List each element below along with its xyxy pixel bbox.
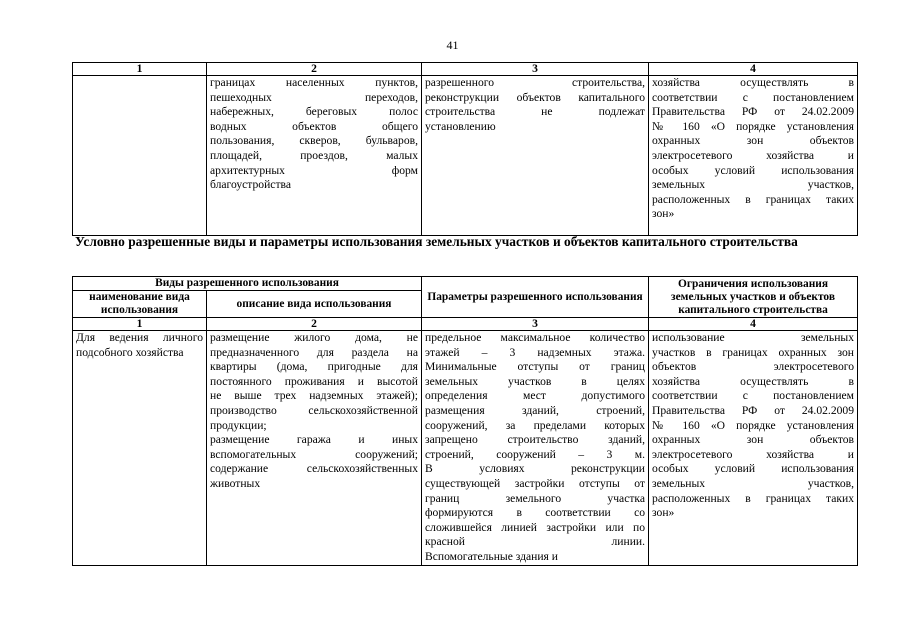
text-line: В условиях реконструкции: [425, 462, 646, 476]
table-cell-description: [207, 76, 422, 236]
header-use-types: Виды разрешенного использования: [73, 277, 422, 291]
text-line: размещение гаража и иных: [210, 433, 419, 447]
text-line: Вспомогательные здания и: [425, 549, 558, 563]
text-line: границ земельного участка: [425, 491, 646, 505]
text-line: формируются в соответствии со: [425, 506, 646, 520]
table-cell-restrictions: [649, 76, 858, 236]
section-title: Условно разрешенные виды и параметры использования земельных участков и объектов капитального строительства: [75, 234, 798, 249]
text-line: № 160 «О порядке установления: [652, 119, 854, 133]
text-line: строений, сооружений – 3 м.: [425, 447, 646, 461]
text-line: красной линии.: [425, 535, 646, 549]
text-line: определения мест допустимого: [425, 389, 646, 403]
table-row: [73, 76, 858, 236]
text-line: подсобного хозяйства: [76, 345, 184, 359]
column-number: 1: [73, 63, 207, 76]
text-line: сложившейся линией застройки или по: [425, 520, 646, 534]
text-line: реконструкции объектов капитального: [425, 90, 645, 104]
text-line: Правительства РФ от 24.02.2009: [652, 105, 854, 119]
text-line: пешеходных переходов,: [210, 90, 418, 104]
text-line: использование земельных: [652, 331, 855, 344]
text-line: размещение жилого дома, не: [210, 331, 419, 344]
text-line: предназначенного для раздела на: [210, 345, 419, 359]
column-number-row: [73, 318, 858, 331]
text-line: площадей, проездов, малых: [210, 148, 418, 162]
column-number: 3: [422, 63, 649, 76]
text-line: земельных участков,: [652, 476, 855, 490]
text-line: существующей застройки отступы от: [425, 476, 646, 490]
text-line: Правительства РФ от 24.02.2009: [652, 403, 855, 417]
text-line: животных: [210, 476, 261, 490]
text-line: Для ведения личного: [76, 331, 203, 344]
column-number: 2: [207, 63, 422, 76]
text-line: соответствии с постановлением: [652, 90, 854, 104]
text-line: установлению: [425, 119, 496, 133]
table-cell-name: [73, 331, 207, 566]
text-line: благоустройства: [210, 178, 291, 192]
table-cell-description: [207, 331, 422, 566]
table-row: [73, 331, 858, 566]
text-line: квартиры (дома, пригодные для: [210, 360, 419, 374]
header-use-description: описание вида использования: [207, 291, 422, 318]
text-line: сооружений, за пределами которых: [425, 418, 646, 432]
table-cell-parameters: [422, 76, 649, 236]
text-line: вспомогательных сооружений;: [210, 447, 419, 461]
text-line: производство сельскохозяйственной: [210, 403, 419, 417]
text-line: зон»: [652, 207, 675, 221]
header-restrictions: Ограничения использования земельных участков и объектов капитального строительства: [649, 277, 858, 318]
conditional-use-table: [72, 276, 858, 566]
text-line: электросетевого хозяйства и: [652, 148, 854, 162]
text-line: земельных участков,: [652, 178, 854, 192]
text-line: строительства не подлежат: [425, 105, 645, 119]
page-number: 41: [446, 38, 459, 52]
column-number: 3: [422, 318, 649, 331]
column-number-row: [73, 63, 858, 76]
text-line: № 160 «О порядке установления: [652, 418, 855, 432]
text-line: особых условий использования: [652, 462, 855, 476]
text-line: электросетевого хозяйства и: [652, 447, 855, 461]
text-line: архитектурных форм: [210, 163, 418, 177]
table-cell-restrictions: [649, 331, 858, 566]
text-line: земельных участков в целях: [425, 374, 646, 388]
text-line: постоянного проживания и высотой: [210, 374, 419, 388]
column-number: 4: [649, 63, 858, 76]
column-number: 4: [649, 318, 858, 331]
column-number: 1: [73, 318, 207, 331]
text-line: соответствии с постановлением: [652, 389, 855, 403]
column-number: 2: [207, 318, 422, 331]
text-line: запрещено строительство зданий,: [425, 433, 646, 447]
text-line: расположенных в границах таких: [652, 192, 854, 206]
text-line: особых условий использования: [652, 163, 854, 177]
text-line: водных объектов общего: [210, 119, 418, 133]
text-line: хозяйства осуществлять в: [652, 374, 855, 388]
text-line: зон»: [652, 506, 675, 520]
text-line: содержание сельскохозяйственных: [210, 462, 419, 476]
text-line: расположенных в границах таких: [652, 491, 855, 505]
text-line: набережных, береговых полос: [210, 105, 418, 119]
table-cell-parameters: [422, 331, 649, 566]
header-row: [73, 277, 858, 291]
text-line: хозяйства осуществлять в: [652, 76, 854, 89]
text-line: предельное максимальное количество: [425, 331, 646, 344]
table-cell-name: [73, 76, 207, 236]
text-line: пользования, скверов, бульваров,: [210, 134, 418, 148]
text-line: охранных зон объектов: [652, 433, 855, 447]
text-line: продукции;: [210, 418, 267, 432]
text-line: разрешенного строительства,: [425, 76, 645, 89]
text-line: Минимальные отступы от границ: [425, 360, 646, 374]
text-line: не выше трех надземных этажей);: [210, 389, 419, 403]
text-line: участков в границах охранных зон: [652, 345, 855, 359]
text-line: охранных зон объектов: [652, 134, 854, 148]
continuation-table: [72, 62, 858, 236]
text-line: размещения зданий, строений,: [425, 403, 646, 417]
header-use-name: наименование вида использования: [73, 291, 207, 318]
text-line: границах населенных пунктов,: [210, 76, 418, 89]
header-parameters: Параметры разрешенного использования: [422, 277, 649, 318]
text-line: объектов электросетевого: [652, 360, 855, 374]
text-line: этажей – 3 надземных этажа.: [425, 345, 646, 359]
